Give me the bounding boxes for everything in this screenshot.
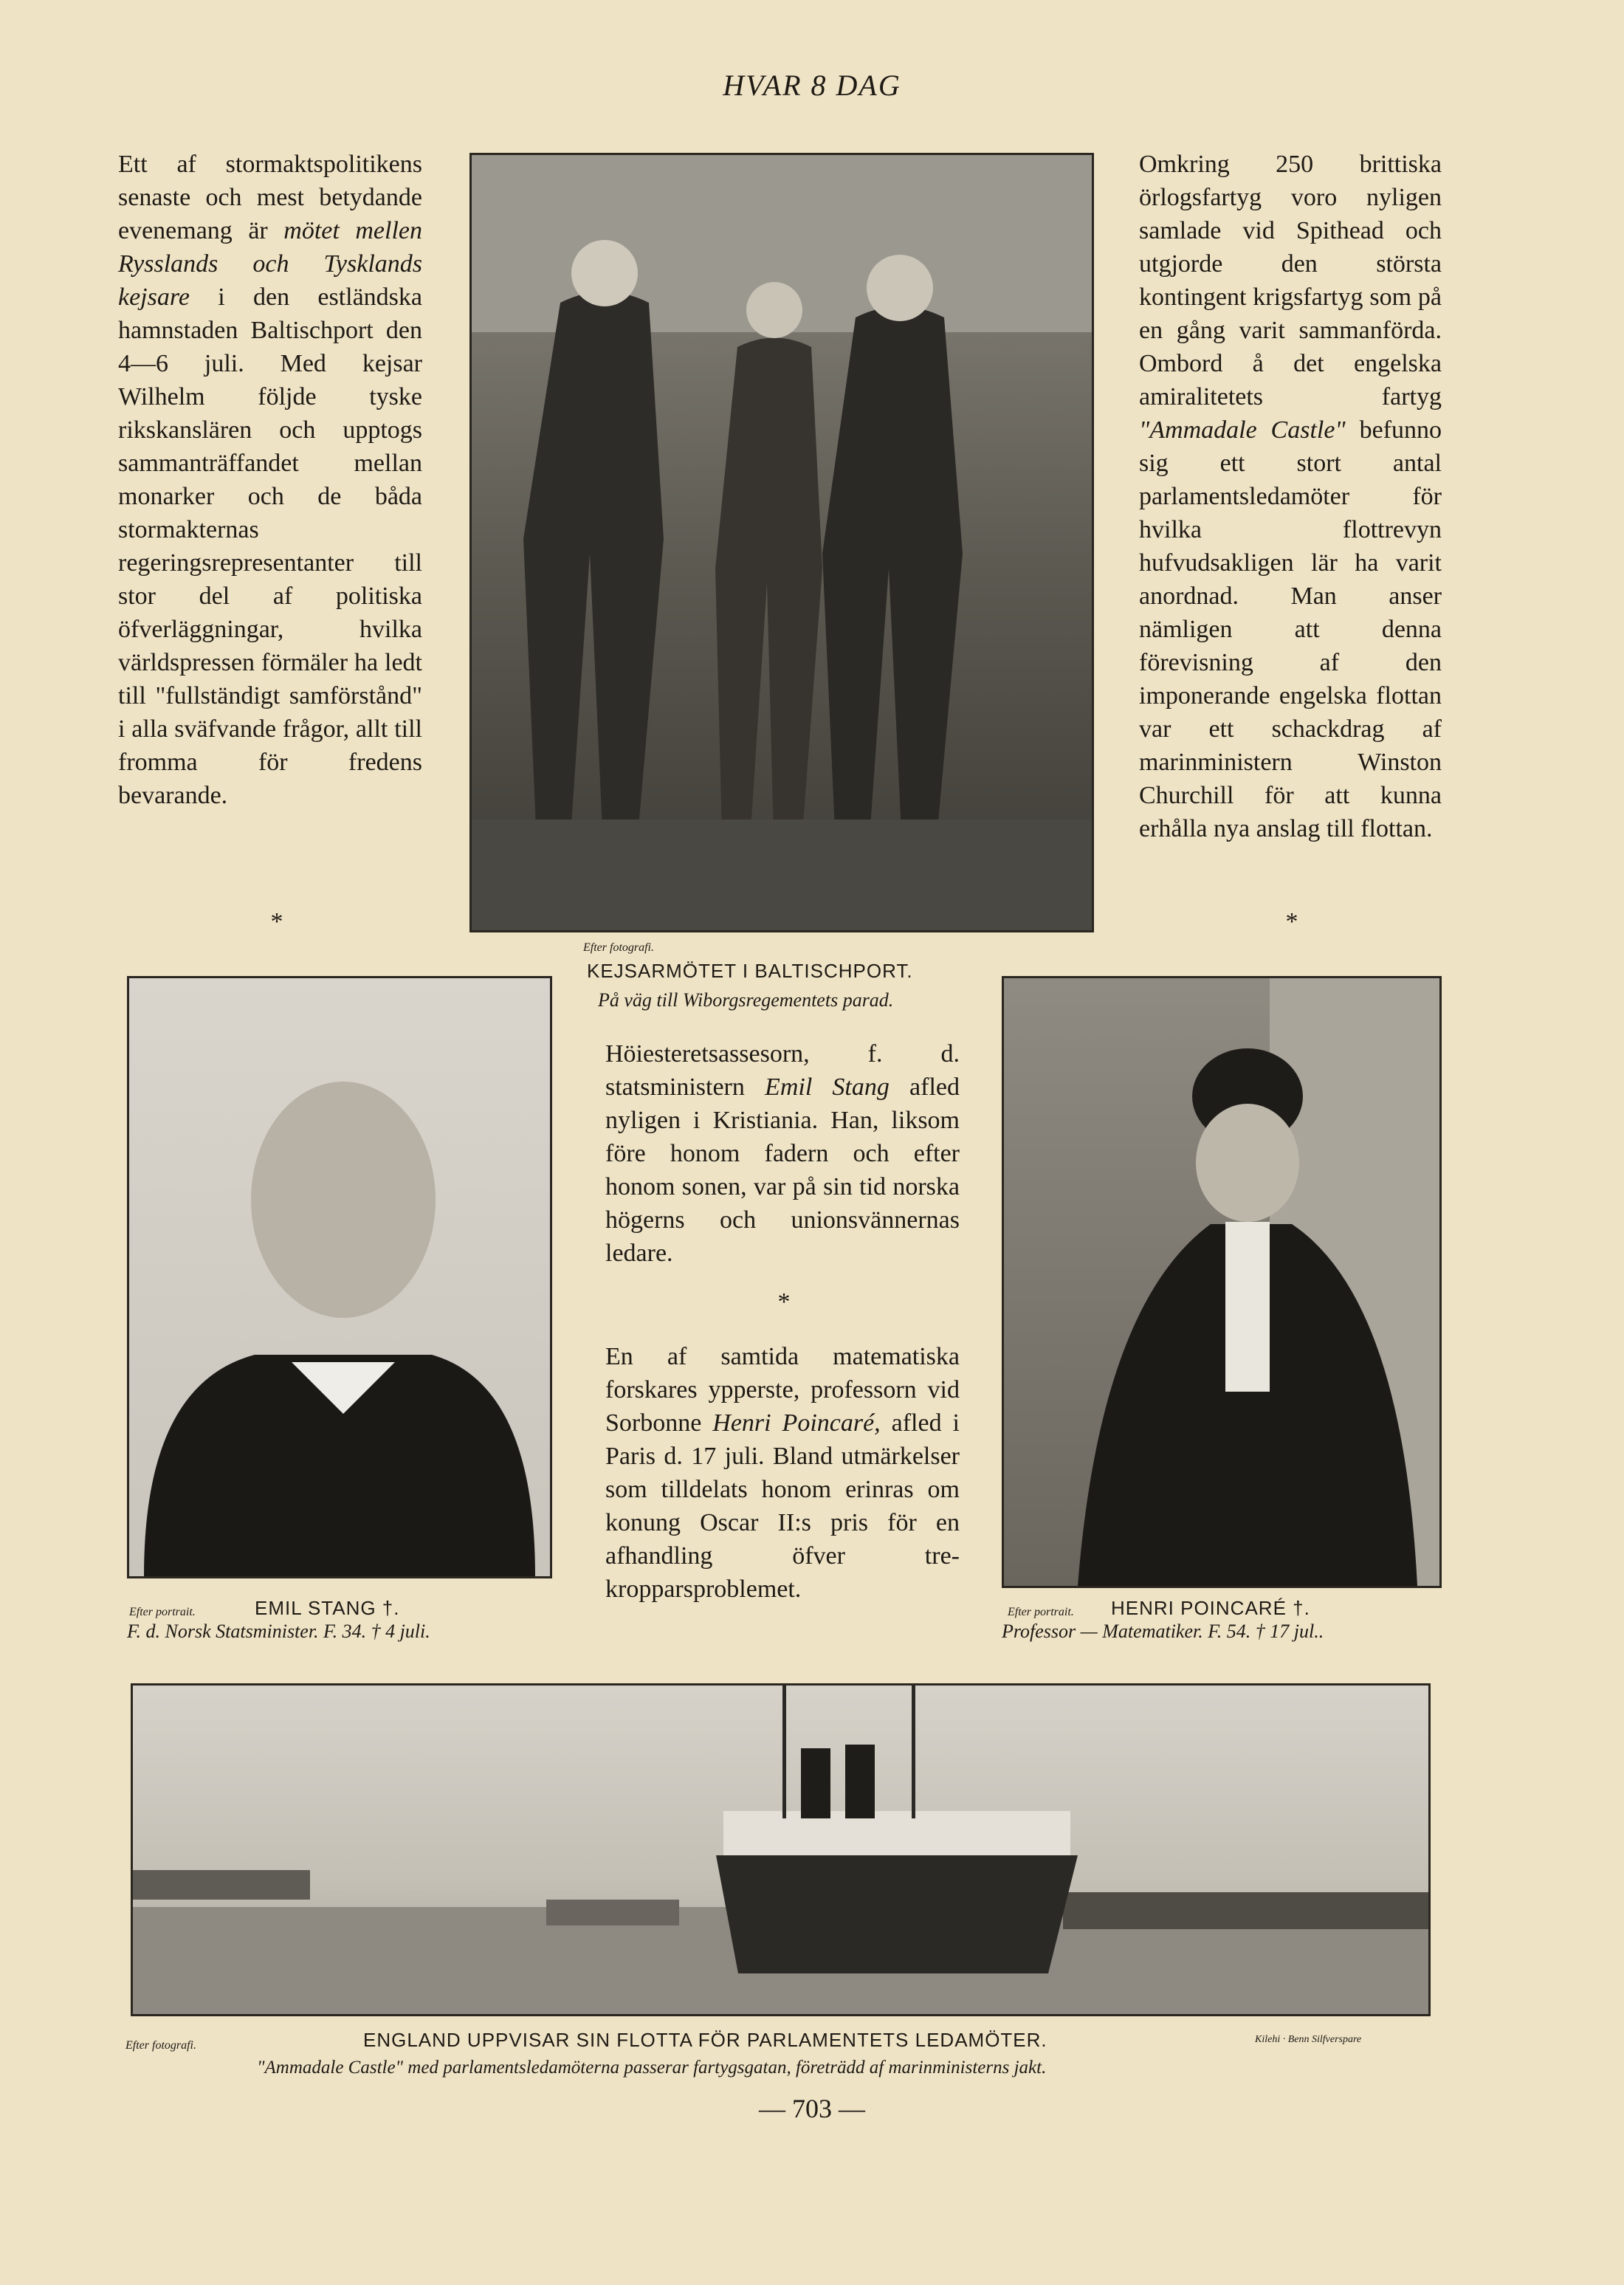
photo-stang-figure — [129, 978, 550, 1576]
photo-stang-subcaption: F. d. Norsk Statsminister. F. 34. † 4 juli. — [127, 1621, 430, 1642]
photo-poincare-subcaption: Professor — Matematiker. F. 54. † 17 jul.. — [1002, 1621, 1324, 1642]
photo-emperors-credit: Efter fotografi. — [583, 941, 654, 954]
photo-poincare-caption: HENRI POINCARÉ †. — [1111, 1597, 1310, 1619]
article-summit: Ett af stormaktspolitikens senaste och mest betydande evenemang är mötet mellen Rysslands och Tysklands kejsare i den estländska hamnstaden Baltischport den 4—6 juli. Med kejsar Wilhelm följde tyske rikskanslären och upptogs sammanträffandet mellan monarker och de båda stormakternas regeringsrepresentanter till stor del af politiska öfverläggningar, hvilka världspressen förmäler ha ledt till "fullständigt samförstånd" i alla sväfvande frågor, allt till fromma för fredens bevarande. — [118, 151, 422, 809]
photo-emperors-subcaption: På väg till Wiborgsregementets parad. — [598, 989, 894, 1011]
summit-emphasis: mötet mellen Rysslands och Tysklands kejsare — [118, 217, 422, 311]
separator-right: * — [1285, 908, 1298, 935]
photo-emperors-caption: KEJSARMÖTET I BALTISCHPORT. — [587, 960, 913, 982]
separator-center: * — [777, 1288, 791, 1316]
photo-fleet-subcaption: "Ammadale Castle" med parlamentsledamöterna passerar fartygsgatan, företrädd af marinministerns jakt. — [257, 2058, 1047, 2078]
fleet-emphasis: "Ammadale Castle" — [1139, 416, 1346, 444]
page-number: — 703 — — [759, 2094, 865, 2123]
poincare-emphasis: Henri Poincaré, — [712, 1409, 881, 1437]
photo-fleet-credit-right: Kilehi · Benn Silfverspare — [1255, 2034, 1362, 2045]
photo-stang — [127, 976, 552, 1578]
photo-poincare — [1002, 976, 1442, 1588]
photo-emperors-figures — [472, 155, 1092, 930]
photo-stang-caption: EMIL STANG †. — [255, 1597, 400, 1619]
article-fleet: Omkring 250 brittiska örlogsfartyg voro nyligen samlade vid Spithead och utgjorde den största kontingent krigsfartyg som på en gång varit sammanförda. Ombord å det engelska amiralitetets fartyg "Ammadale Castle" befunno sig ett stort antal parlamentsledamöter för hvilka flottrevyn hufvudsakligen lär ha varit anordnad. Man anser nämligen att denna förevisning af den imponerande engelska flottan var ett schackdrag af marinministern Winston Churchill för att kunna erhålla nya anslag till flottan. — [1139, 151, 1442, 842]
photo-fleet-caption: ENGLAND UPPVISAR SIN FLOTTA FÖR PARLAMENTETS LEDAMÖTER. — [363, 2029, 1047, 2051]
photo-fleet — [131, 1683, 1431, 2016]
photo-emperors — [469, 153, 1094, 932]
photo-fleet-credit-left: Efter fotografi. — [125, 2039, 196, 2052]
photo-poincare-credit: Efter portrait. — [1008, 1606, 1074, 1618]
article-poincare: En af samtida matematiska forskares ypperste, professorn vid Sorbonne Henri Poincaré, afled i Paris d. 17 juli. Bland utmärkelser som tilldelats honom erinras om konung Oscar II:s pris för en afhandling öfver tre-kropparsproblemet. — [605, 1343, 960, 1603]
separator-left: * — [270, 908, 283, 935]
photo-fleet-ships — [133, 1686, 1428, 2014]
photo-stang-credit: Efter portrait. — [129, 1606, 196, 1618]
photo-poincare-figure — [1004, 978, 1439, 1586]
page-header: HVAR 8 DAG — [723, 69, 901, 102]
article-stang: Höiesteretsassesorn, f. d. statsministern Emil Stang afled nyligen i Kristiania. Han, liksom före honom fadern och efter honom sonen, var på sin tid norska högerns och unionsvännernas ledare. — [605, 1040, 960, 1267]
stang-emphasis: Emil Stang — [765, 1073, 890, 1101]
